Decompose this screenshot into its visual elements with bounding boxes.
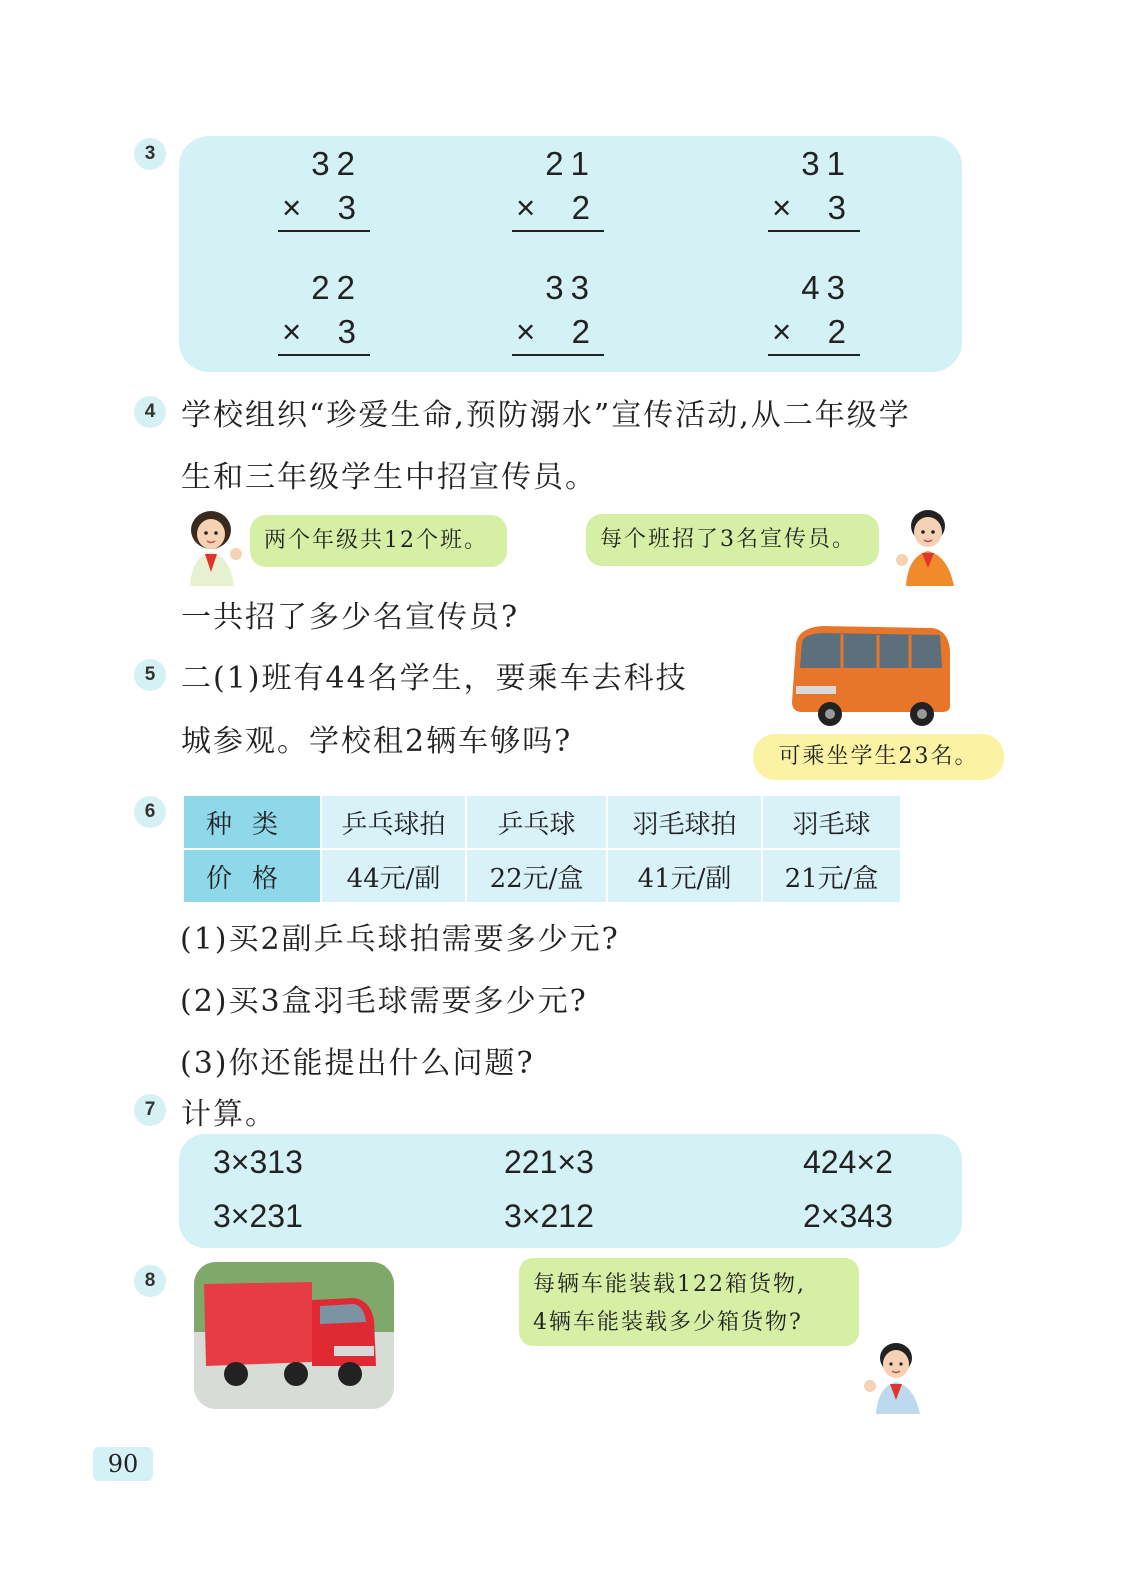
type-label-cell: 种类 <box>184 796 321 849</box>
item-cell: 羽毛球 <box>762 796 900 849</box>
vertical-problem-1: 32 × 3 <box>278 142 370 232</box>
ex6-question-1: (1)买2副乒乓球拍需要多少元? <box>180 922 620 957</box>
ex4-question: 一共招了多少名宣传员? <box>181 600 520 635</box>
table-row <box>184 849 900 902</box>
ex4-text-line1: 学校组织“珍爱生命,预防溺水”宣传活动,从二年级学 <box>181 398 911 433</box>
price-label-cell: 价格 <box>184 849 321 902</box>
calc-item: 2×343 <box>803 1198 893 1234</box>
item-cell: 羽毛球拍 <box>607 796 762 849</box>
price-cell: 22元/盒 <box>466 849 607 902</box>
bubble-line-2: 4辆车能装载多少箱货物? <box>533 1310 803 1335</box>
ex5-text-line2: 城参观。学校租2辆车够吗? <box>181 724 573 759</box>
truck-question-bubble <box>519 1258 859 1346</box>
exercise-number-4: 4 <box>134 396 166 428</box>
truck-icon <box>194 1262 394 1409</box>
vertical-problem-6: 43 × 2 <box>768 266 860 356</box>
item-cell: 乒乓球拍 <box>321 796 466 849</box>
price-cell: 21元/盒 <box>762 849 900 902</box>
bubble-line-1: 每辆车能装载122箱货物, <box>533 1272 806 1297</box>
speech-bubble-boy: 每个班招了3名宣传员。 <box>586 514 879 566</box>
exercise-number-5: 5 <box>134 659 166 691</box>
ex6-question-2: (2)买3盒羽毛球需要多少元? <box>180 984 588 1019</box>
calc-item: 3×231 <box>213 1198 303 1234</box>
item-cell: 乒乓球 <box>466 796 607 849</box>
vertical-problem-3: 31 × 3 <box>768 142 860 232</box>
boy-student-icon <box>892 504 960 586</box>
speech-bubble-girl: 两个年级共12个班。 <box>250 515 507 567</box>
vertical-problem-5: 33 × 2 <box>512 266 604 356</box>
girl-student-icon <box>180 506 246 586</box>
ex5-text-line1: 二(1)班有44名学生，要乘车去科技 <box>181 661 688 696</box>
truck-photo <box>194 1262 394 1409</box>
ex6-question-3: (3)你还能提出什么问题? <box>180 1046 535 1081</box>
price-cell: 41元/副 <box>607 849 762 902</box>
page-number: 90 <box>93 1447 153 1481</box>
table-row <box>184 796 900 849</box>
boy-student-icon-2 <box>860 1340 930 1414</box>
exercise-number-3: 3 <box>134 138 166 170</box>
ex4-text-line2: 生和三年级学生中招宣传员。 <box>181 460 597 495</box>
bus-capacity-bubble: 可乘坐学生23名。 <box>753 734 1004 780</box>
exercise-number-7: 7 <box>134 1094 166 1126</box>
calc-item: 3×313 <box>213 1144 303 1180</box>
calc-item: 424×2 <box>803 1144 893 1180</box>
exercise-number-6: 6 <box>134 796 166 828</box>
vertical-problem-4: 22 × 3 <box>278 266 370 356</box>
price-table <box>184 796 900 902</box>
vertical-problem-2: 21 × 2 <box>512 142 604 232</box>
ex7-title: 计算。 <box>181 1097 277 1132</box>
calc-item: 221×3 <box>504 1144 594 1180</box>
exercise-number-8: 8 <box>134 1265 166 1297</box>
bus-icon <box>782 620 952 730</box>
price-cell: 44元/副 <box>321 849 466 902</box>
calc-item: 3×212 <box>504 1198 594 1234</box>
